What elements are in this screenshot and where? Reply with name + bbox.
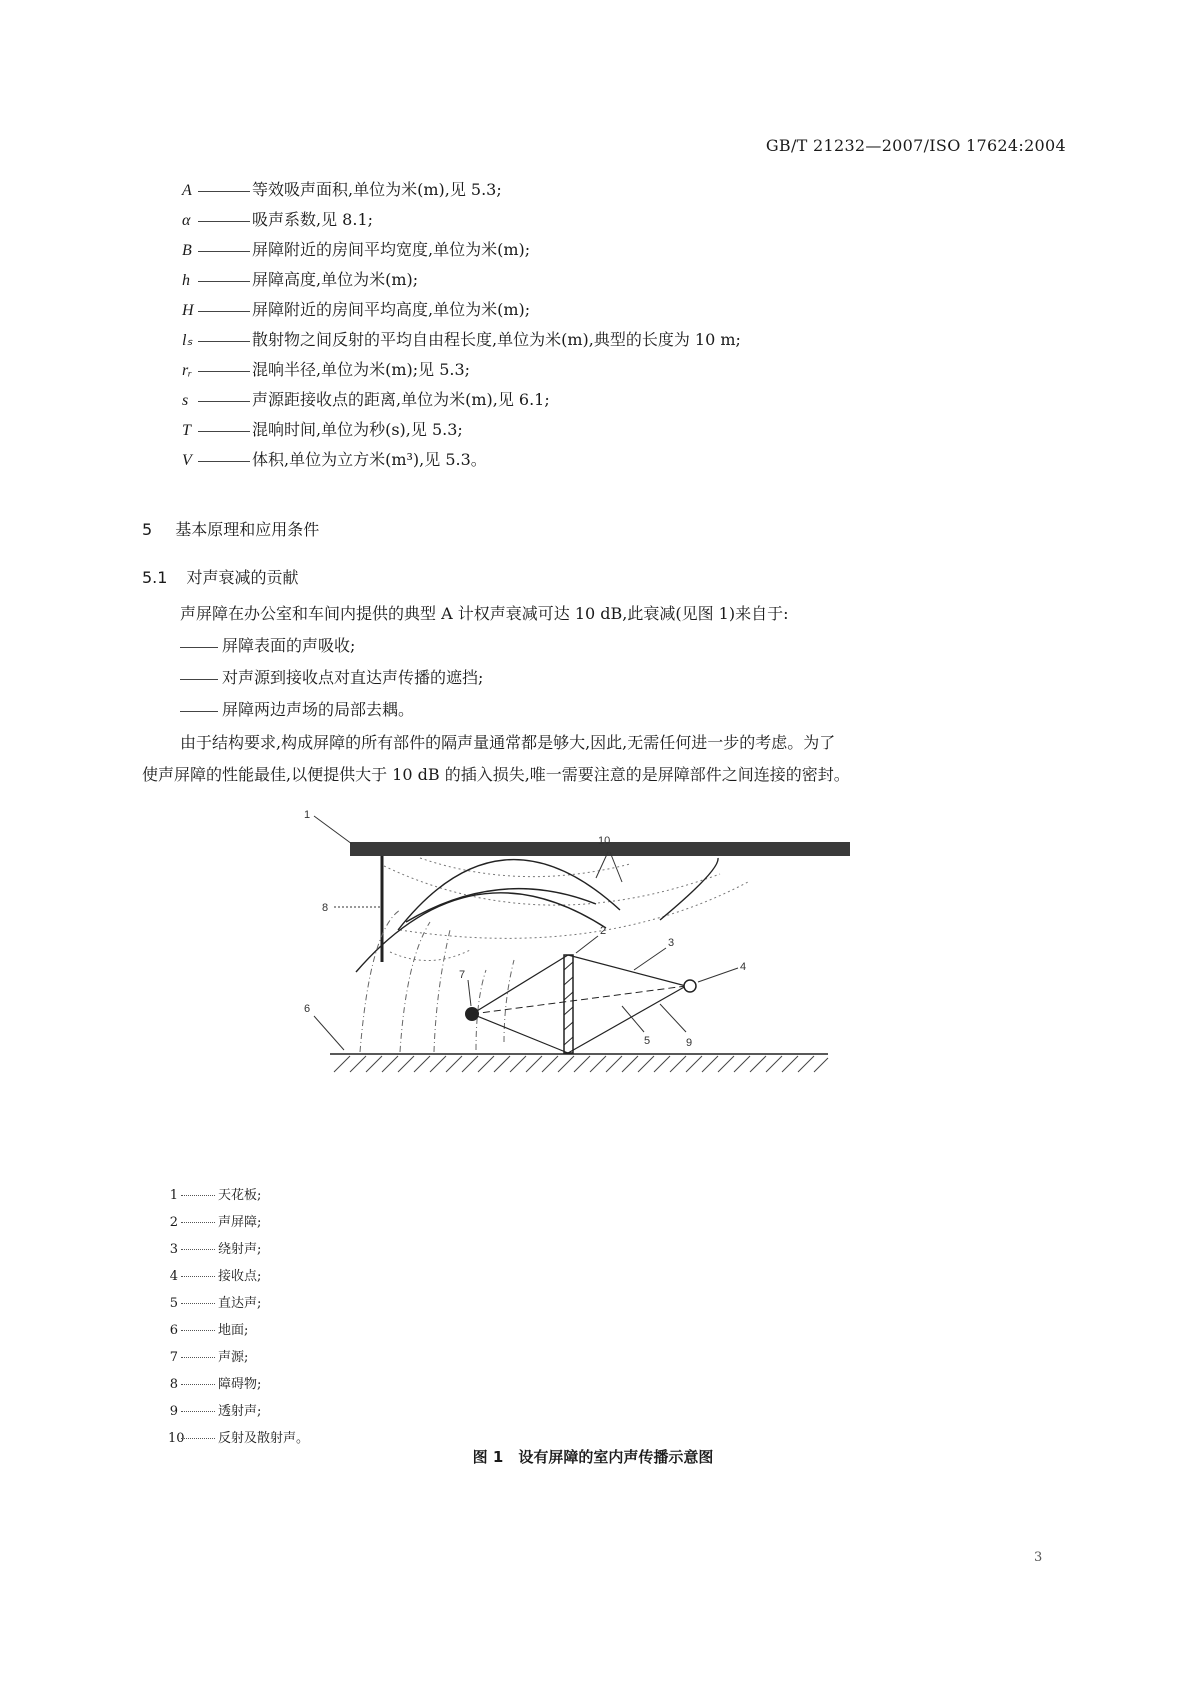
legend-label: 障碍物; xyxy=(218,1377,262,1392)
wavefront-arc xyxy=(660,858,718,920)
section-title: 基本原理和应用条件 xyxy=(175,520,320,539)
page-number: 3 xyxy=(1034,1550,1043,1565)
legend-number: 7 xyxy=(169,1350,178,1365)
propagation-line xyxy=(360,910,400,1052)
callout-line-4 xyxy=(698,968,738,982)
section-5-heading xyxy=(142,517,319,540)
diffracted-path xyxy=(568,986,686,1053)
callout-5: 5 xyxy=(644,1035,651,1047)
symbol-definition: 体积,单位为立方米(m³),见 5.3。 xyxy=(252,450,487,469)
reflected-wave xyxy=(384,866,720,905)
standard-header: GB/T 21232—2007/ISO 17624:2004 xyxy=(765,136,1066,155)
legend-item xyxy=(168,1398,261,1425)
legend-number: 2 xyxy=(169,1215,178,1230)
figure-diagram xyxy=(300,810,900,1170)
symbol-item xyxy=(182,355,470,386)
legend-label: 直达声; xyxy=(218,1296,262,1311)
diffracted-path xyxy=(472,1014,568,1053)
legend-item xyxy=(168,1371,261,1398)
callout-9: 9 xyxy=(686,1037,693,1049)
symbol: h xyxy=(182,272,190,289)
callout-line-9 xyxy=(660,1004,686,1032)
legend-label: 地面; xyxy=(218,1323,249,1338)
symbol-item xyxy=(182,385,550,416)
callout-10: 10 xyxy=(598,835,611,847)
reflected-wave xyxy=(390,950,470,961)
list-item-text: 屏障两边声场的局部去耦。 xyxy=(222,700,415,719)
symbol-definition: 混响时间,单位为秒(s),见 5.3; xyxy=(252,420,463,439)
legend-item xyxy=(168,1290,261,1317)
symbol-definition: 声源距接收点的距离,单位为米(m),见 6.1; xyxy=(252,390,550,409)
legend-number: 5 xyxy=(169,1296,178,1311)
callout-line-3 xyxy=(634,948,666,970)
list-item xyxy=(180,630,355,662)
symbol-definition: 屏障附近的房间平均宽度,单位为米(m); xyxy=(252,240,531,259)
figure-caption: 图 1 设有屏障的室内声传播示意图 xyxy=(472,1448,714,1466)
symbol: α xyxy=(182,212,191,229)
symbol-item xyxy=(182,175,502,206)
legend-label: 反射及散射声。 xyxy=(218,1431,310,1446)
legend-label: 声源; xyxy=(218,1350,249,1365)
symbol-definition: 吸声系数,见 8.1; xyxy=(252,210,374,229)
propagation-line xyxy=(434,930,450,1052)
callout-3: 3 xyxy=(668,937,675,949)
legend-item xyxy=(168,1182,261,1209)
legend-number: 6 xyxy=(169,1323,178,1338)
callout-line-1 xyxy=(314,816,352,844)
legend-number: 1 xyxy=(169,1188,178,1203)
list-item xyxy=(180,662,483,694)
legend-label: 透射声; xyxy=(218,1404,262,1419)
legend-label: 天花板; xyxy=(218,1188,262,1203)
callout-1: 1 xyxy=(304,810,311,821)
legend-number: 4 xyxy=(169,1269,178,1284)
symbol-item xyxy=(182,295,530,326)
wavefront-arc xyxy=(398,860,620,930)
callout-line-2 xyxy=(576,936,598,953)
legend-label: 绕射声; xyxy=(218,1242,262,1257)
wavefront-arc xyxy=(406,889,596,922)
symbol-definition: 散射物之间反射的平均自由程长度,单位为米(m),典型的长度为 10 m; xyxy=(252,330,741,349)
list-item-text: 对声源到接收点对直达声传播的遮挡; xyxy=(222,668,484,687)
intro-paragraph: 声屏障在办公室和车间内提供的典型 A 计权声衰减可达 10 dB,此衰减(见图 1)来自于: xyxy=(180,604,789,623)
receiver-point xyxy=(684,980,696,992)
symbol: rᵣ xyxy=(182,362,193,379)
callout-6: 6 xyxy=(304,1003,311,1015)
diffracted-path xyxy=(568,955,686,986)
callout-line-6 xyxy=(314,1016,344,1050)
legend-item xyxy=(168,1209,261,1236)
symbol: H xyxy=(182,302,194,319)
symbol-definition: 屏障高度,单位为米(m); xyxy=(252,270,419,289)
legend-number: 10 xyxy=(168,1431,185,1446)
symbol: V xyxy=(182,452,192,469)
symbol-definition: 混响半径,单位为米(m);见 5.3; xyxy=(252,360,471,379)
symbol-item xyxy=(182,265,418,296)
symbol-item xyxy=(182,205,373,236)
list-item xyxy=(180,694,414,726)
legend-item xyxy=(168,1263,261,1290)
symbol: lₛ xyxy=(182,332,193,349)
ground-hatching xyxy=(334,1056,828,1072)
symbol-item xyxy=(182,415,463,446)
legend-item xyxy=(168,1317,248,1344)
section-number: 5 xyxy=(142,520,153,539)
paragraph-line: 使声屏障的性能最佳,以便提供大于 10 dB 的插入损失,唯一需要注意的是屏障部件之间连接的密封。 xyxy=(142,765,850,784)
diffracted-path xyxy=(472,955,568,1014)
symbol-definition: 等效吸声面积,单位为米(m),见 5.3; xyxy=(252,180,502,199)
callout-line-5 xyxy=(622,1006,644,1032)
callout-8: 8 xyxy=(322,902,329,914)
symbol-item xyxy=(182,235,530,266)
legend-label: 接收点; xyxy=(218,1269,262,1284)
section-5-1-heading xyxy=(142,565,299,588)
symbol-definition: 屏障附近的房间平均高度,单位为米(m); xyxy=(252,300,531,319)
symbol: T xyxy=(182,422,191,439)
symbol: A xyxy=(182,182,192,199)
symbol: B xyxy=(182,242,192,259)
legend-label: 声屏障; xyxy=(218,1215,262,1230)
propagation-line xyxy=(400,922,430,1052)
callout-line-10 xyxy=(610,852,622,882)
callout-line-7 xyxy=(468,980,471,1006)
symbol-item xyxy=(182,445,487,476)
legend-number: 8 xyxy=(169,1377,178,1392)
legend-item xyxy=(168,1344,248,1371)
propagation-line xyxy=(504,960,514,1042)
symbol-item xyxy=(182,325,741,356)
section-title: 对声衰减的贡献 xyxy=(186,568,299,587)
callout-2: 2 xyxy=(600,925,607,937)
legend-number: 9 xyxy=(169,1404,178,1419)
legend-number: 3 xyxy=(169,1242,178,1257)
direct-path xyxy=(472,986,686,1014)
symbol: s xyxy=(182,392,189,409)
callout-4: 4 xyxy=(740,961,747,973)
list-item-text: 屏障表面的声吸收; xyxy=(222,636,356,655)
paragraph-line: 由于结构要求,构成屏障的所有部件的隔声量通常都是够大,因此,无需任何进一步的考虑。为了 xyxy=(180,733,836,752)
callout-7: 7 xyxy=(459,969,466,981)
section-number: 5.1 xyxy=(142,568,168,587)
legend-item xyxy=(168,1236,261,1263)
